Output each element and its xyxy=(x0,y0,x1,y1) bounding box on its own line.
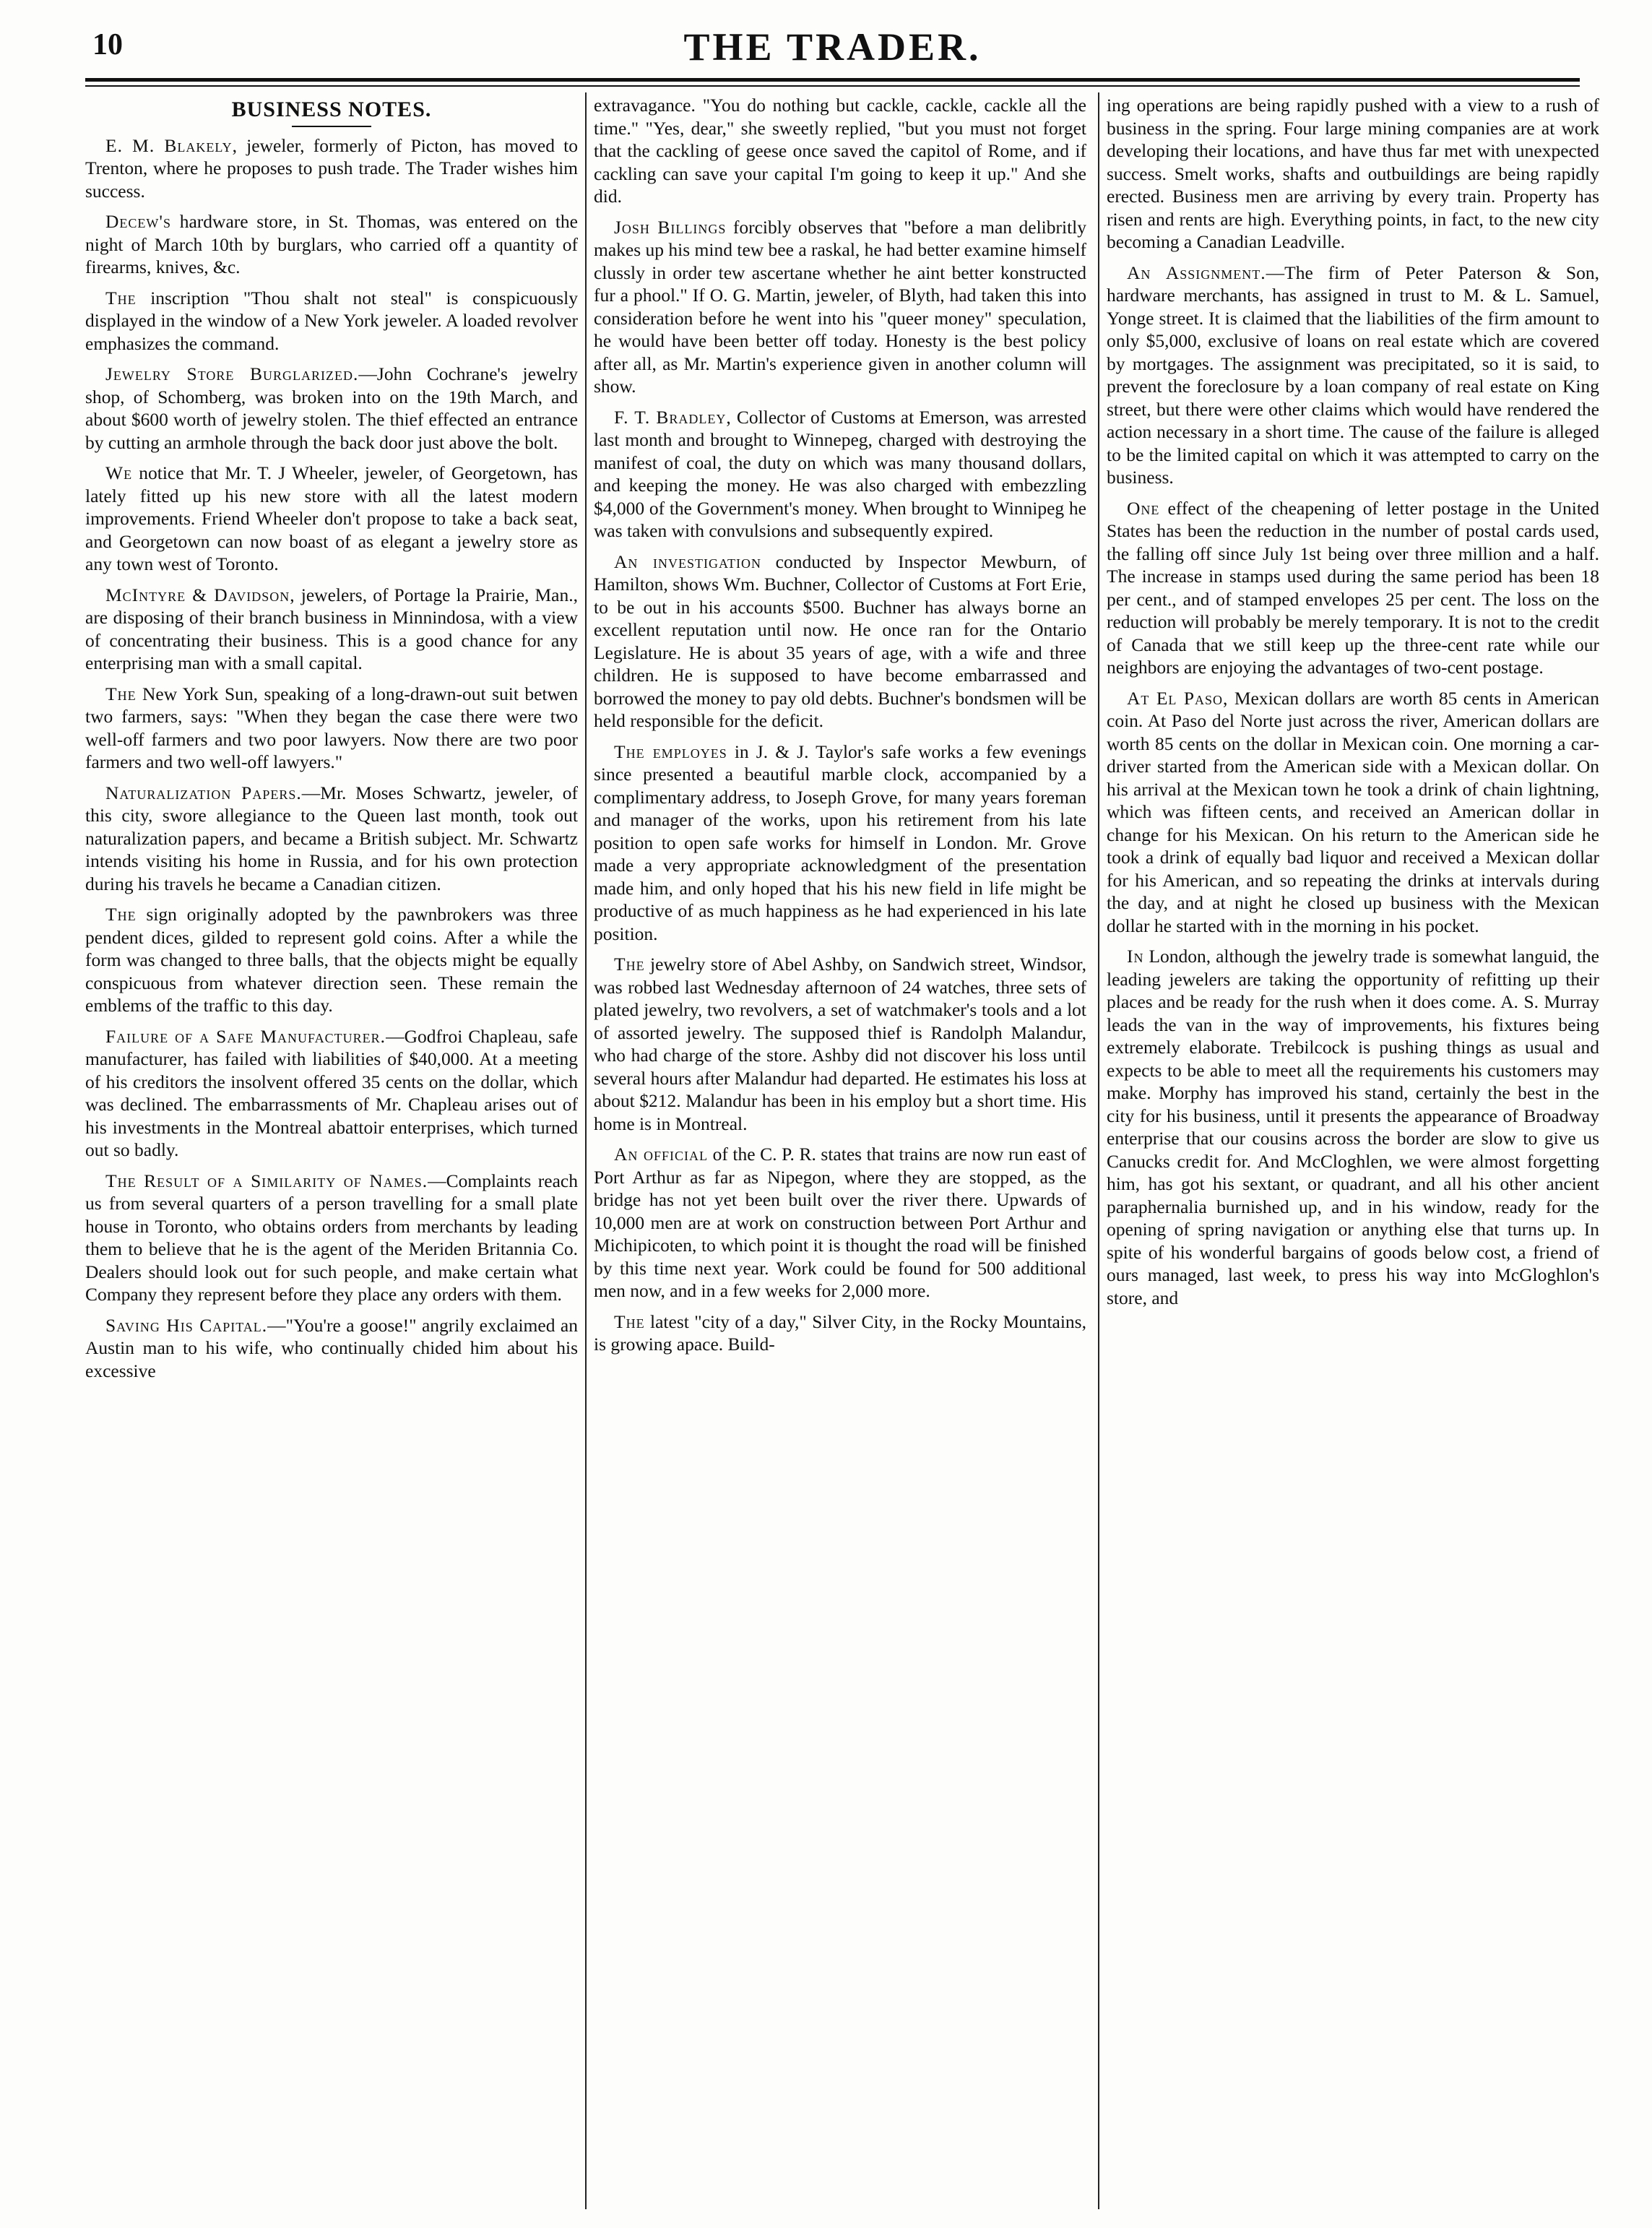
column-3-body xyxy=(1107,94,1599,1309)
article-text: jewelry store of Abel Ashby, on Sandwich street, Windsor, was robbed last Wednesday afternoon of 24 watches, three sets of plated jewelry, two revolvers, a set of watchmaker's tools and a lot of assorted jewelry. The supposed thief is Randolph Malandur, who had charge of the store. Ashby did not discover his loss until several hours after Malandur had departed. He estimates his loss at about $212. Malandur has been in his employ but a short time. His home is in Montreal. xyxy=(594,954,1086,1134)
article-lead: McIntyre & Davidson, xyxy=(105,584,295,605)
article-text: jewelers, of Portage la Prairie, Man., are disposing of their branch business in Minnindosa, with a view of concentrating their business. This is a good chance for any enterprising man with a small capital. xyxy=(85,584,578,673)
column-divider xyxy=(1098,92,1099,2209)
article-lead: Naturalization Papers. xyxy=(105,782,302,803)
page-number: 10 xyxy=(92,28,123,61)
article-text: —The firm of Peter Paterson & Son, hardware merchants, has assigned in trust to M. & L. Samuel, Yonge street. It is claimed that the liabilities of the firm amount to only $5,000, exclusive of loans on real estate which are covered by mortgages. The assignment was precipitated, so it is said, to prevent the foreclosure by a loan company of real estate on King street, but there were other claims which would have rendered the action necessary in a short time. The cause of the failure is alleged to be the limited capital on which it was attempted to carry on the business. xyxy=(1107,262,1599,488)
article-text: conducted by Inspector Mewburn, of Hamilton, shows Wm. Buchner, Collector of Customs at Fort Erie, to be out in his accounts $500. Buchner has always borne an excellent reputation until now. He once ran for the Ontario Legislature. He is about 35 years of age, with a wife and three children. He is supposed to have become embarrassed and borrowed the money to pay old debts. Buchner's bondsmen will be held responsible for the deficit. xyxy=(594,550,1086,731)
article-lead: Decew's xyxy=(105,211,172,232)
column-1 xyxy=(85,94,578,2211)
article-lead: An Assignment. xyxy=(1127,262,1266,283)
article-paragraph xyxy=(1107,94,1599,254)
article-lead: Failure of a Safe Manufacturer. xyxy=(105,1025,386,1047)
column-3 xyxy=(1107,94,1599,2211)
article-paragraph xyxy=(85,210,578,279)
article-lead: We xyxy=(105,462,133,483)
article-paragraph xyxy=(1107,945,1599,1309)
article-paragraph xyxy=(85,1025,578,1162)
article-text: ing operations are being rapidly pushed with a view to a rush of business in the spring. Four large mining companies are at work developing their locations, and have thus far met with unexpected success. Smelt works, shafts and outbuildings are being rapidly erected. Business men are arriving by every train. Property has risen and rents are high. Everything points, in fact, to the new city becoming a Canadian Leadville. xyxy=(1107,95,1599,252)
article-paragraph xyxy=(1107,687,1599,938)
article-text: —Godfroi Chapleau, safe manufacturer, has failed with liabilities of $40,000. At a meeting of his creditors the insolvent offered 35 cents on the dollar, which was declined. The embarrassments of Mr. Chapleau arises out of his investments in the Montreal abattoir enterprises, which turned out so badly. xyxy=(85,1025,578,1160)
article-text: of the C. P. R. states that trains are now run east of Port Arthur as far as Nipegon, where they are stopped, as the bridge has not yet been built over the river there. Upwards of 10,000 men are at work on construction between Port Arthur and Michipicoten, to which point it is thought the road will be finished by this time next year. Work could be found for 500 additional men now, and in a few weeks for 2,000 more. xyxy=(594,1144,1086,1301)
article-paragraph xyxy=(594,94,1086,208)
article-lead: Saving His Capital. xyxy=(105,1314,268,1336)
section-heading: BUSINESS NOTES. xyxy=(231,98,432,121)
article-lead: The xyxy=(614,954,645,975)
column-divider xyxy=(585,92,587,2209)
header-rule-thick xyxy=(85,78,1580,82)
article-lead: Josh Billings xyxy=(614,216,727,238)
column-2-body xyxy=(594,94,1086,1356)
article-text: Mexican dollars are worth 85 cents in American coin. At Paso del Norte just across the river, American dollars are worth 85 cents on the dollar in Mexican coin. One morning a car-driver started from the American side with a Mexican dollar. On his arrival at the Mexican town he took a drink of chain lightning, which was fifteen cents, and received an American dollar in change for his Mexican. On his return to the American side he took a drink of equally bad liquor and received a Mexican dollar for his American, and so repeating the drinks at intervals during the day, and at night he closed up business with the Mexican dollar he started with in the morning in his pocket. xyxy=(1107,687,1599,936)
article-lead: An official xyxy=(614,1144,709,1165)
article-paragraph xyxy=(594,216,1086,398)
header-rule-thin xyxy=(85,85,1580,87)
article-text: notice that Mr. T. J Wheeler, jeweler, of Georgetown, has lately fitted up his new store with all the latest modern improvements. Friend Wheeler don't propose to take a back seat, and Georgetown can now boast of as elegant a jewelry store as any town west of Toronto. xyxy=(85,462,578,574)
article-paragraph xyxy=(85,134,578,203)
article-paragraph xyxy=(594,550,1086,733)
article-paragraph xyxy=(85,584,578,675)
article-paragraph xyxy=(594,953,1086,1135)
article-paragraph xyxy=(594,740,1086,946)
article-text: —Mr. Moses Schwartz, jeweler, of this city, swore allegiance to the Queen last month, took out naturalization papers, and became a British subject. Mr. Schwartz intends visiting his home in Russia, and for his own protection during his travels he became a Canadian citizen. xyxy=(85,782,578,894)
article-lead: At El Paso, xyxy=(1127,687,1229,709)
article-text: hardware store, in St. Thomas, was entered on the night of March 10th by burglars, who carried off a quantity of firearms, knives, &c. xyxy=(85,211,578,277)
article-lead: Jewelry Store Burglarized. xyxy=(105,363,359,384)
heading-rule xyxy=(292,126,371,127)
page-header xyxy=(85,27,1580,71)
article-lead: The xyxy=(105,683,137,704)
article-lead: An investigation xyxy=(614,550,762,572)
article-paragraph xyxy=(594,406,1086,543)
article-text: latest "city of a day," Silver City, in the Rocky Mountains, is growing apace. Build- xyxy=(594,1311,1086,1355)
article-text: extravagance. "You do nothing but cackle, cackle, cackle all the time." "Yes, dear," she sweetly replied, "but you must not forget that the cackling of geese once saved the capitol of Rome, and if cackling can save your capital I'm going to keep it up." And she did. xyxy=(594,95,1086,207)
masthead-title: THE TRADER. xyxy=(683,25,982,69)
article-paragraph xyxy=(85,683,578,774)
article-text: forcibly observes that "before a man delibritly makes up his mind tew bee a raskal, he had better examine himself clussly in order tew ascertane whether he aint better konstructed fur a phool." If O. G. Martin, jeweler, of Blyth, had taken this into consideration before he went into his "queer money" speculation, he would have been better off today. Honesty is the best policy after all, as Mr. Martin's experience given in another column will show. xyxy=(594,216,1086,397)
article-paragraph xyxy=(594,1143,1086,1303)
article-paragraph xyxy=(85,782,578,896)
article-text: —"You're a goose!" angrily exclaimed an Austin man to his wife, who continually chided him about his excessive xyxy=(85,1314,578,1381)
article-text: in J. & J. Taylor's safe works a few evenings since presented a beautiful marble clock, accompanied by a complimentary address, to Joseph Grove, for many years foreman and manager of the works, upon his retirement from his late position to open safe works for himself in London. Mr. Grove made a very appropriate acknowledgment of the presentation made him, and only hoped that his his new field in life might be productive of as much happiness as he had experienced in his late position. xyxy=(594,740,1086,944)
article-text: jeweler, formerly of Picton, has moved to Trenton, where he proposes to push trade. The Trader wishes him success. xyxy=(85,134,578,202)
article-lead: E. M. Blakely, xyxy=(105,134,238,156)
article-paragraph xyxy=(85,363,578,454)
article-paragraph xyxy=(85,1170,578,1306)
article-lead: The employes xyxy=(614,740,727,762)
column-1-body xyxy=(85,134,578,1383)
article-paragraph xyxy=(85,462,578,576)
article-lead: F. T. Bradley, xyxy=(614,406,732,428)
article-text: inscription "Thou shalt not steal" is conspicuously displayed in the window of a New York jeweler. A loaded revolver emphasizes the command. xyxy=(85,287,578,354)
column-2 xyxy=(594,94,1086,2211)
article-text: effect of the cheapening of letter postage in the United States has been the reduction in the number of postal cards used, the falling off since July 1st being over three million and a half. The increase in stamps used during the same period has been 18 per cent., and of stamped envelopes 25 per cent. The loss on the reduction will probably be merely temporary. It is not to the credit of Canada that we still keep up the three-cent rate while our neighbors are enjoying the advantages of two-cent postage. xyxy=(1107,497,1599,678)
article-lead: One xyxy=(1127,497,1160,519)
article-paragraph xyxy=(594,1311,1086,1356)
article-text: sign originally adopted by the pawnbrokers was three pendent dices, gilded to represent gold coins. After a while the form was changed to three balls, that the objects might be equally conspicuous from whatever direction seen. These remain the emblems of the traffic to this day. xyxy=(85,904,578,1016)
article-text: New York Sun, speaking of a long-drawn-out suit betwen two farmers, says: "When they began the case there were two well-off farmers and two poor lawyers. Now there are two poor farmers and two well-off lawyers." xyxy=(85,683,578,772)
article-paragraph xyxy=(85,903,578,1017)
article-lead: In xyxy=(1127,946,1144,967)
article-text: Collector of Customs at Emerson, was arrested last month and brought to Winnepeg, charged with destroying the manifest of coal, the duty on which was many thousand dollars, and keeping the money. He was also charged with embezzling $4,000 of the Government's money. When brought to Winnipeg he was taken with convulsions and subsequently expired. xyxy=(594,406,1086,541)
article-lead: The Result of a Similarity of Names. xyxy=(105,1170,428,1191)
article-lead: The xyxy=(105,287,137,308)
article-text: London, although the jewelry trade is somewhat languid, the leading jewelers are taking the opportunity of refitting up their places and be ready for the rush when it does come. A. S. Murray leads the van in the way of improvements, his fixtures being extremely elaborate. Trebilcock is pushing things as usual and expects to be able to meet all the requirements his customers may make. Morphy has improved his stand, certainly the best in the city for his business, until it presents the appearance of Broadway enterprise that our cousins across the border are slow to give us Canucks credit for. And McCloghlen, we were almost forgetting him, has got his sextant, or quadrant, and all his other ancient paraphernalia burnished up, and in his window, ready for the opening of spring navigation or anything else that turns up. In spite of his wonderful bargains of goods below cost, a friend of ours managed, last week, to press his way into McGloghlon's store, and xyxy=(1107,946,1599,1308)
article-paragraph xyxy=(85,1314,578,1383)
article-text: —John Cochrane's jewelry shop, of Schomberg, was broken into on the 19th March, and about $600 worth of jewelry stolen. The thief effected an entrance by cutting an armhole through the back door just above the bolt. xyxy=(85,363,578,453)
article-paragraph xyxy=(1107,497,1599,679)
article-lead: The xyxy=(614,1311,645,1332)
article-paragraph xyxy=(1107,262,1599,489)
article-paragraph xyxy=(85,287,578,355)
article-text: —Complaints reach us from several quarters of a person travelling for a small plate house in Toronto, who obtains orders from merchants by leading them to believe that he is the agent of the Meriden Britannia Co. Dealers should look out for such people, and make certain what Company they represent before they place any orders with them. xyxy=(85,1170,578,1305)
article-lead: The xyxy=(105,904,137,925)
